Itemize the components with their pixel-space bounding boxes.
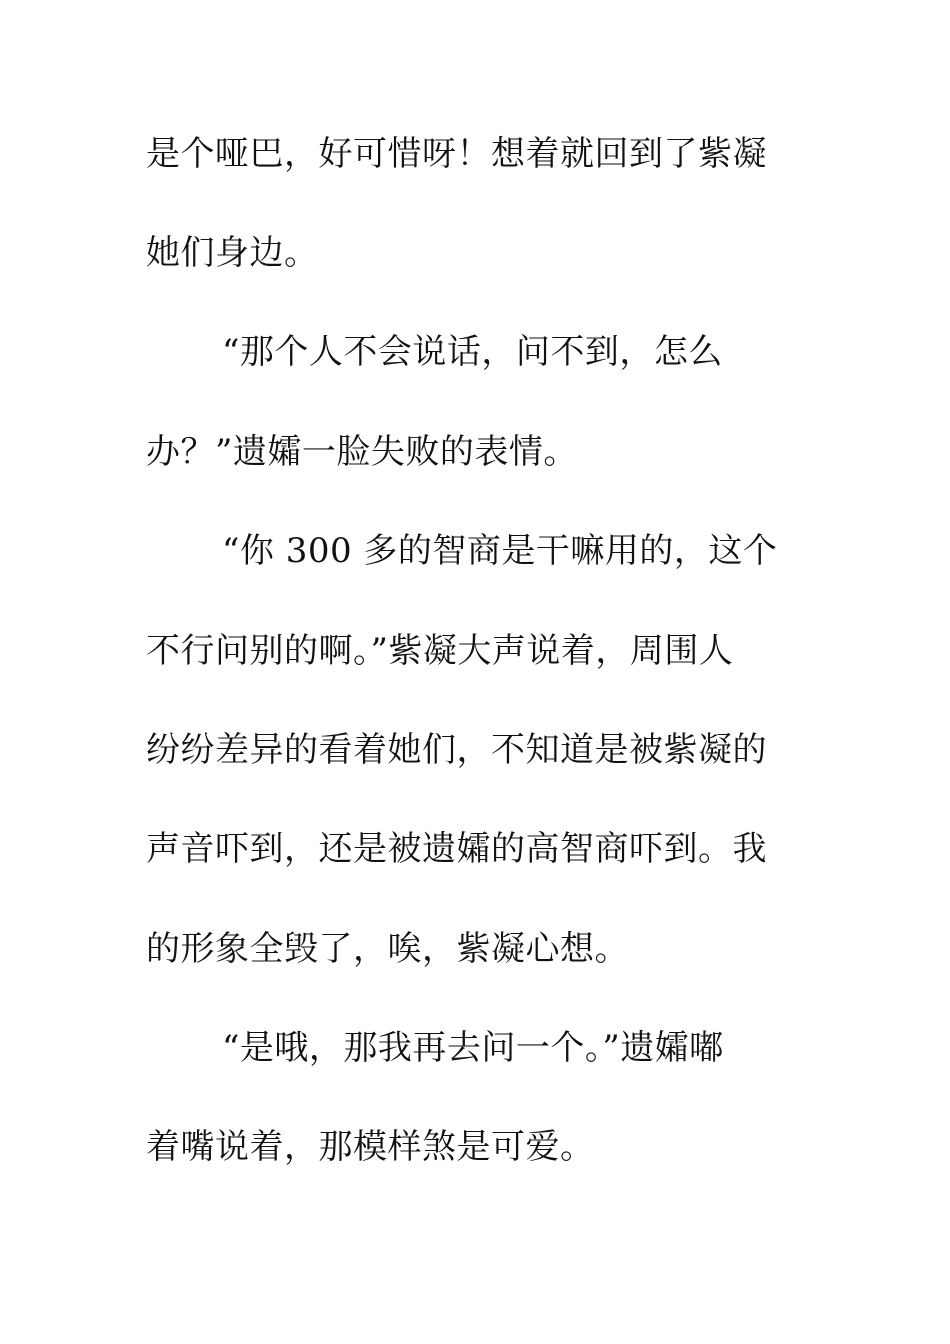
text-line: 的形象全毁了，唉，紫凝心想。 <box>146 929 629 969</box>
text-line: 声音吓到，还是被遗孀的高智商吓到。我 <box>146 829 767 869</box>
paragraph-start-line: “那个人不会说话，问不到，怎么 <box>222 332 723 372</box>
text-line: 纷纷差异的看着她们，不知道是被紫凝的 <box>146 730 767 770</box>
paragraph-start-line: “是哦，那我再去问一个。”遗孀嘟 <box>222 1028 724 1068</box>
paragraph-start-line: “你 300 多的智商是干嘛用的，这个 <box>222 531 778 571</box>
text-line: 着嘴说着，那模样煞是可爱。 <box>146 1127 595 1167</box>
text-line: 她们身边。 <box>146 233 319 273</box>
text-line: 是个哑巴，好可惜呀！想着就回到了紫凝 <box>146 134 767 174</box>
text-line: 办？”遗孀一脸失败的表情。 <box>146 432 578 472</box>
text-line: 不行问别的啊。”紫凝大声说着，周围人 <box>146 631 734 671</box>
